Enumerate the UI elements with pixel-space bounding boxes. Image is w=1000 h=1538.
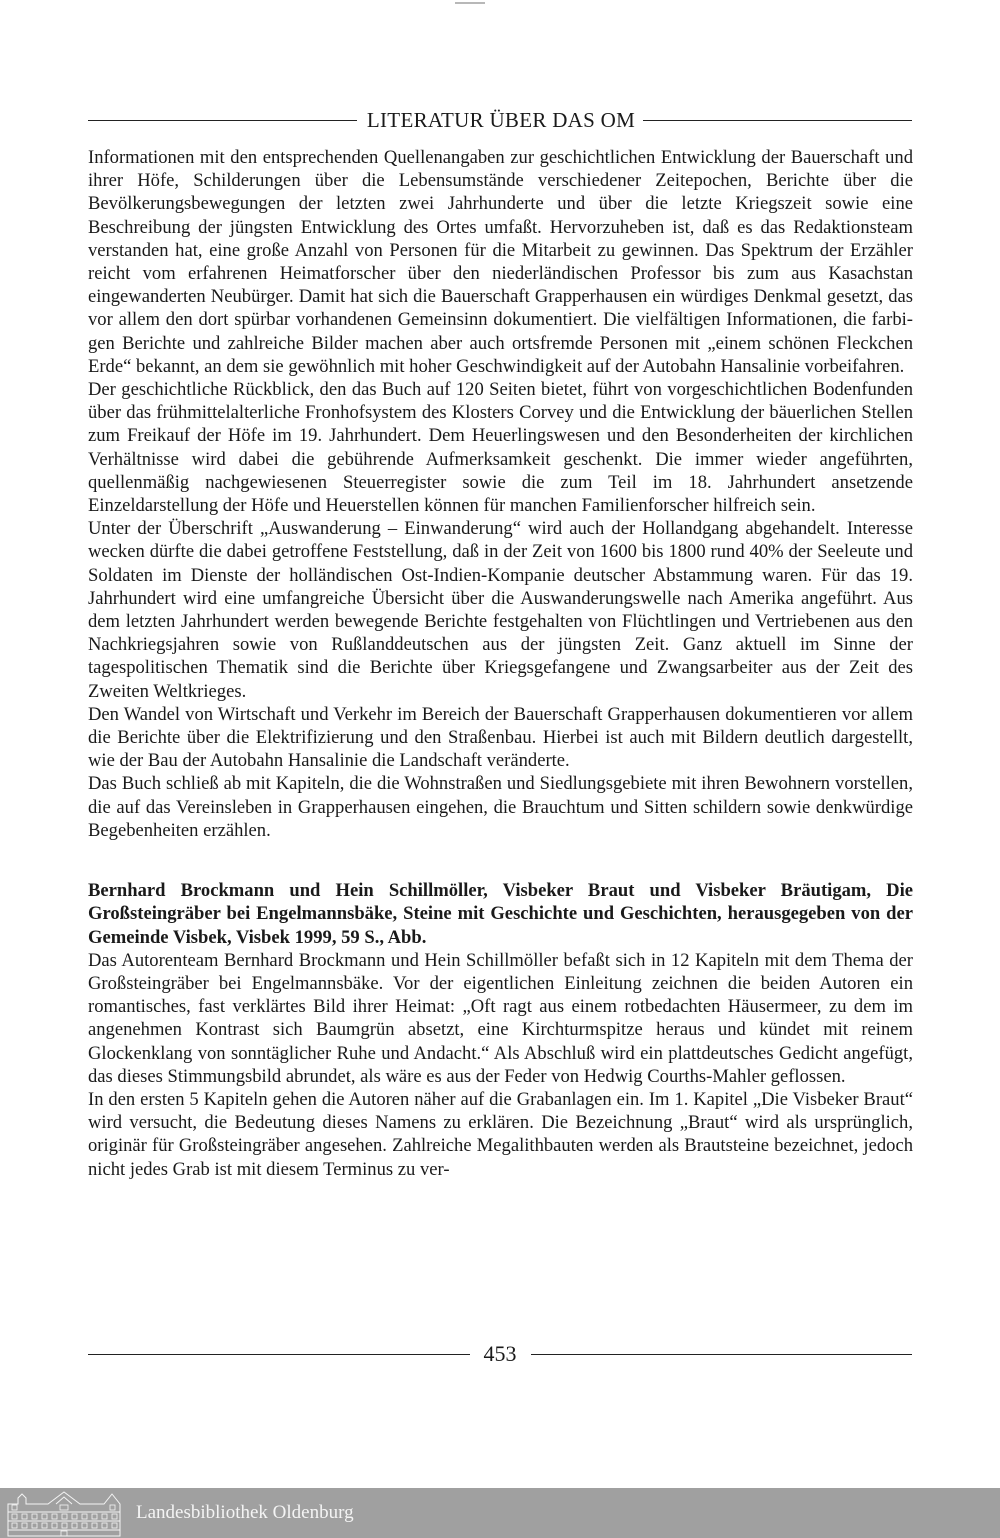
body-paragraph: In den ersten 5 Kapiteln gehen die Autoren näher auf die Grabanlagen ein. Im 1. Kapitel „Die Visbeker Braut“ wird versucht, die Bedeutung dieses Namens zu erklären. Die Bezeichnung „Braut“ wird als ursprünglich, originär für Großsteingräber angesehen. Zahlreiche Megalithbauten werden als Brautsteine bezeichnet, jedoch nicht jedes Grab ist mit diesem Terminus zu ver- xyxy=(88,1088,913,1180)
running-head xyxy=(88,106,912,134)
section-spacer xyxy=(88,842,913,879)
page-body xyxy=(88,146,913,1181)
bibliographic-entry-heading: Bernhard Brockmann und Hein Schillmöller, Visbeker Braut und Visbeker Bräutigam, Die Großsteingräber bei Engelmannsbäke, Steine mit Geschichte und Geschichten, herausgegeben von der Gemeinde Visbek, Visbek 1999, 59 S., Abb. xyxy=(88,880,913,948)
body-paragraph: Den Wandel von Wirtschaft und Verkehr im Bereich der Bauerschaft Grapperhausen dokumentieren vor allem die Berichte über die Elektrifizierung und den Straßenbau. Hierbei ist auch mit Bildern deutlich dargestellt, wie der Bau der Autobahn Hansalinie die Landschaft veränderte. xyxy=(88,703,913,772)
body-paragraph: Das Autorenteam Bernhard Brockmann und Hein Schillmöller befaßt sich in 12 Kapiteln mit dem Thema der Großsteingräber bei Engelmannsbäke. Vor der eigentlichen Einleitung zeichnen die beiden Autoren ein romantisches, fast verklärtes Bild ihrer Heimat: „Oft ragt aus einem rotbedachten Häusermeer, zu dem im angenehmen Kontrast sich Baumgrün absetzt, eine Kirchturmspitze heraus und kündet mit reinem Glockenklang von sonntäglicher Ruhe und Andacht.“ Als Abschluß wird ein plattdeutsches Gedicht angefügt, das dieses Stimmungsbild abrundet, als wäre es aus der Feder von Hedwig Courths-Mahler geflossen. xyxy=(88,949,913,1087)
header-rule-right xyxy=(643,120,912,121)
library-name: Landesbibliothek Oldenburg xyxy=(136,1502,354,1523)
page-folio xyxy=(88,1340,912,1368)
scan-artifact xyxy=(455,2,485,4)
page-number: 453 xyxy=(483,1341,517,1366)
folio-rule-right xyxy=(531,1354,913,1355)
body-paragraph: Das Buch schließ ab mit Kapiteln, die die Wohnstraßen und Siedlungsgebiete mit ihren Bewohnern vorstellen, die auf das Vereinsleben in Grapperhausen eingehen, die Brauchtum und Sitten schildern sowie denkwürdige Begebenheiten erzählen. xyxy=(88,773,913,841)
running-head-title: LITERATUR ÜBER DAS OM xyxy=(366,107,636,132)
library-footer-bar xyxy=(0,1488,1000,1538)
header-rule-left xyxy=(88,120,357,121)
folio-rule-left xyxy=(88,1354,470,1355)
body-paragraph: Der geschichtliche Rückblick, den das Buch auf 120 Seiten bietet, führt von vorgeschichtlichen Bodenfunden über das frühmittelalterliche Fronhofsystem des Klosters Corvey und die Entwicklung der bäuerlichen Stellen zum Freikauf der Höfe im 19. Jahrhundert. Dem Heuerlingswesen und den Besonderheiten der kirchlichen Verhältnisse wird dabei die gebührende Aufmerksamkeit geschenkt. Die immer wieder angeführten, quellenmäßig nachgewiesenen Steuerregister sowie die zum Teil im 18. Jahrhundert ansetzende Einzeldarstellung der Höfe und Heuerstellen können für manchen Familienforscher hilfreich sein. xyxy=(88,379,913,517)
body-paragraph: Informationen mit den entsprechenden Quellenangaben zur geschichtlichen Entwicklung der Bauerschaft und ihrer Höfe, Schilderungen über die Lebensumstände verschiedener Zeitepochen, Berichte über die Bevölkerungsbewegungen der letzten zwei Jahrhunderte und über die letzte Kriegszeit sowie eine Beschreibung der jüngsten Entwicklung des Ortes umfaßt. Hervorzuheben ist, daß es das Redaktionsteam verstanden hat, eine große Anzahl von Personen für die Mitarbeit zu gewinnen. Das Spektrum der Erzähler reicht vom erfahrenen Heimatforscher über den niederländischen Professor bis zum aus Kasachstan eingewanderten Neubürger. Damit hat sich die Bauerschaft Grapperhausen ein würdiges Denkmal gesetzt, das vor allem den dort spürbar vorhandenen Gemeinsinn dokumentiert. Die vielfältigen Informationen, die farbigen Berichte und zahlreiche Bilder machen aber auch ortsfremde Personen mit „einem schönen Fleckchen Erde“ bekannt, an dem sie gewöhnlich mit hoher Geschwindigkeit auf der Autobahn Hansalinie vorbeifahren. xyxy=(88,147,913,377)
body-paragraph: Unter der Überschrift „Auswanderung – Einwanderung“ wird auch der Hollandgang abgehandelt. Interesse wecken dürfte die dabei getroffene Feststellung, daß in der Zeit von 1600 bis 1800 rund 40% der Seeleute und Soldaten im Dienste der holländischen Ost-Indien-Kompanie deutscher Abstammung waren. Für das 19. Jahrhundert wird eine umfangreiche Übersicht über die Auswanderungswelle nach Amerika angeführt. Aus dem letzten Jahrhundert werden bewegende Berichte festgehalten von Flüchtlingen und Vertriebenen aus den Nachkriegsjahren sowie von Rußlanddeutschen aus der jüngsten Zeit. Ganz aktuell im Sinne der tagespolitischen Thematik sind die Berichte über Kriegsgefangene und Zwangsarbeiter aus der Zeit des Zweiten Weltkrieges. xyxy=(88,518,913,702)
library-building-icon xyxy=(6,1488,124,1538)
